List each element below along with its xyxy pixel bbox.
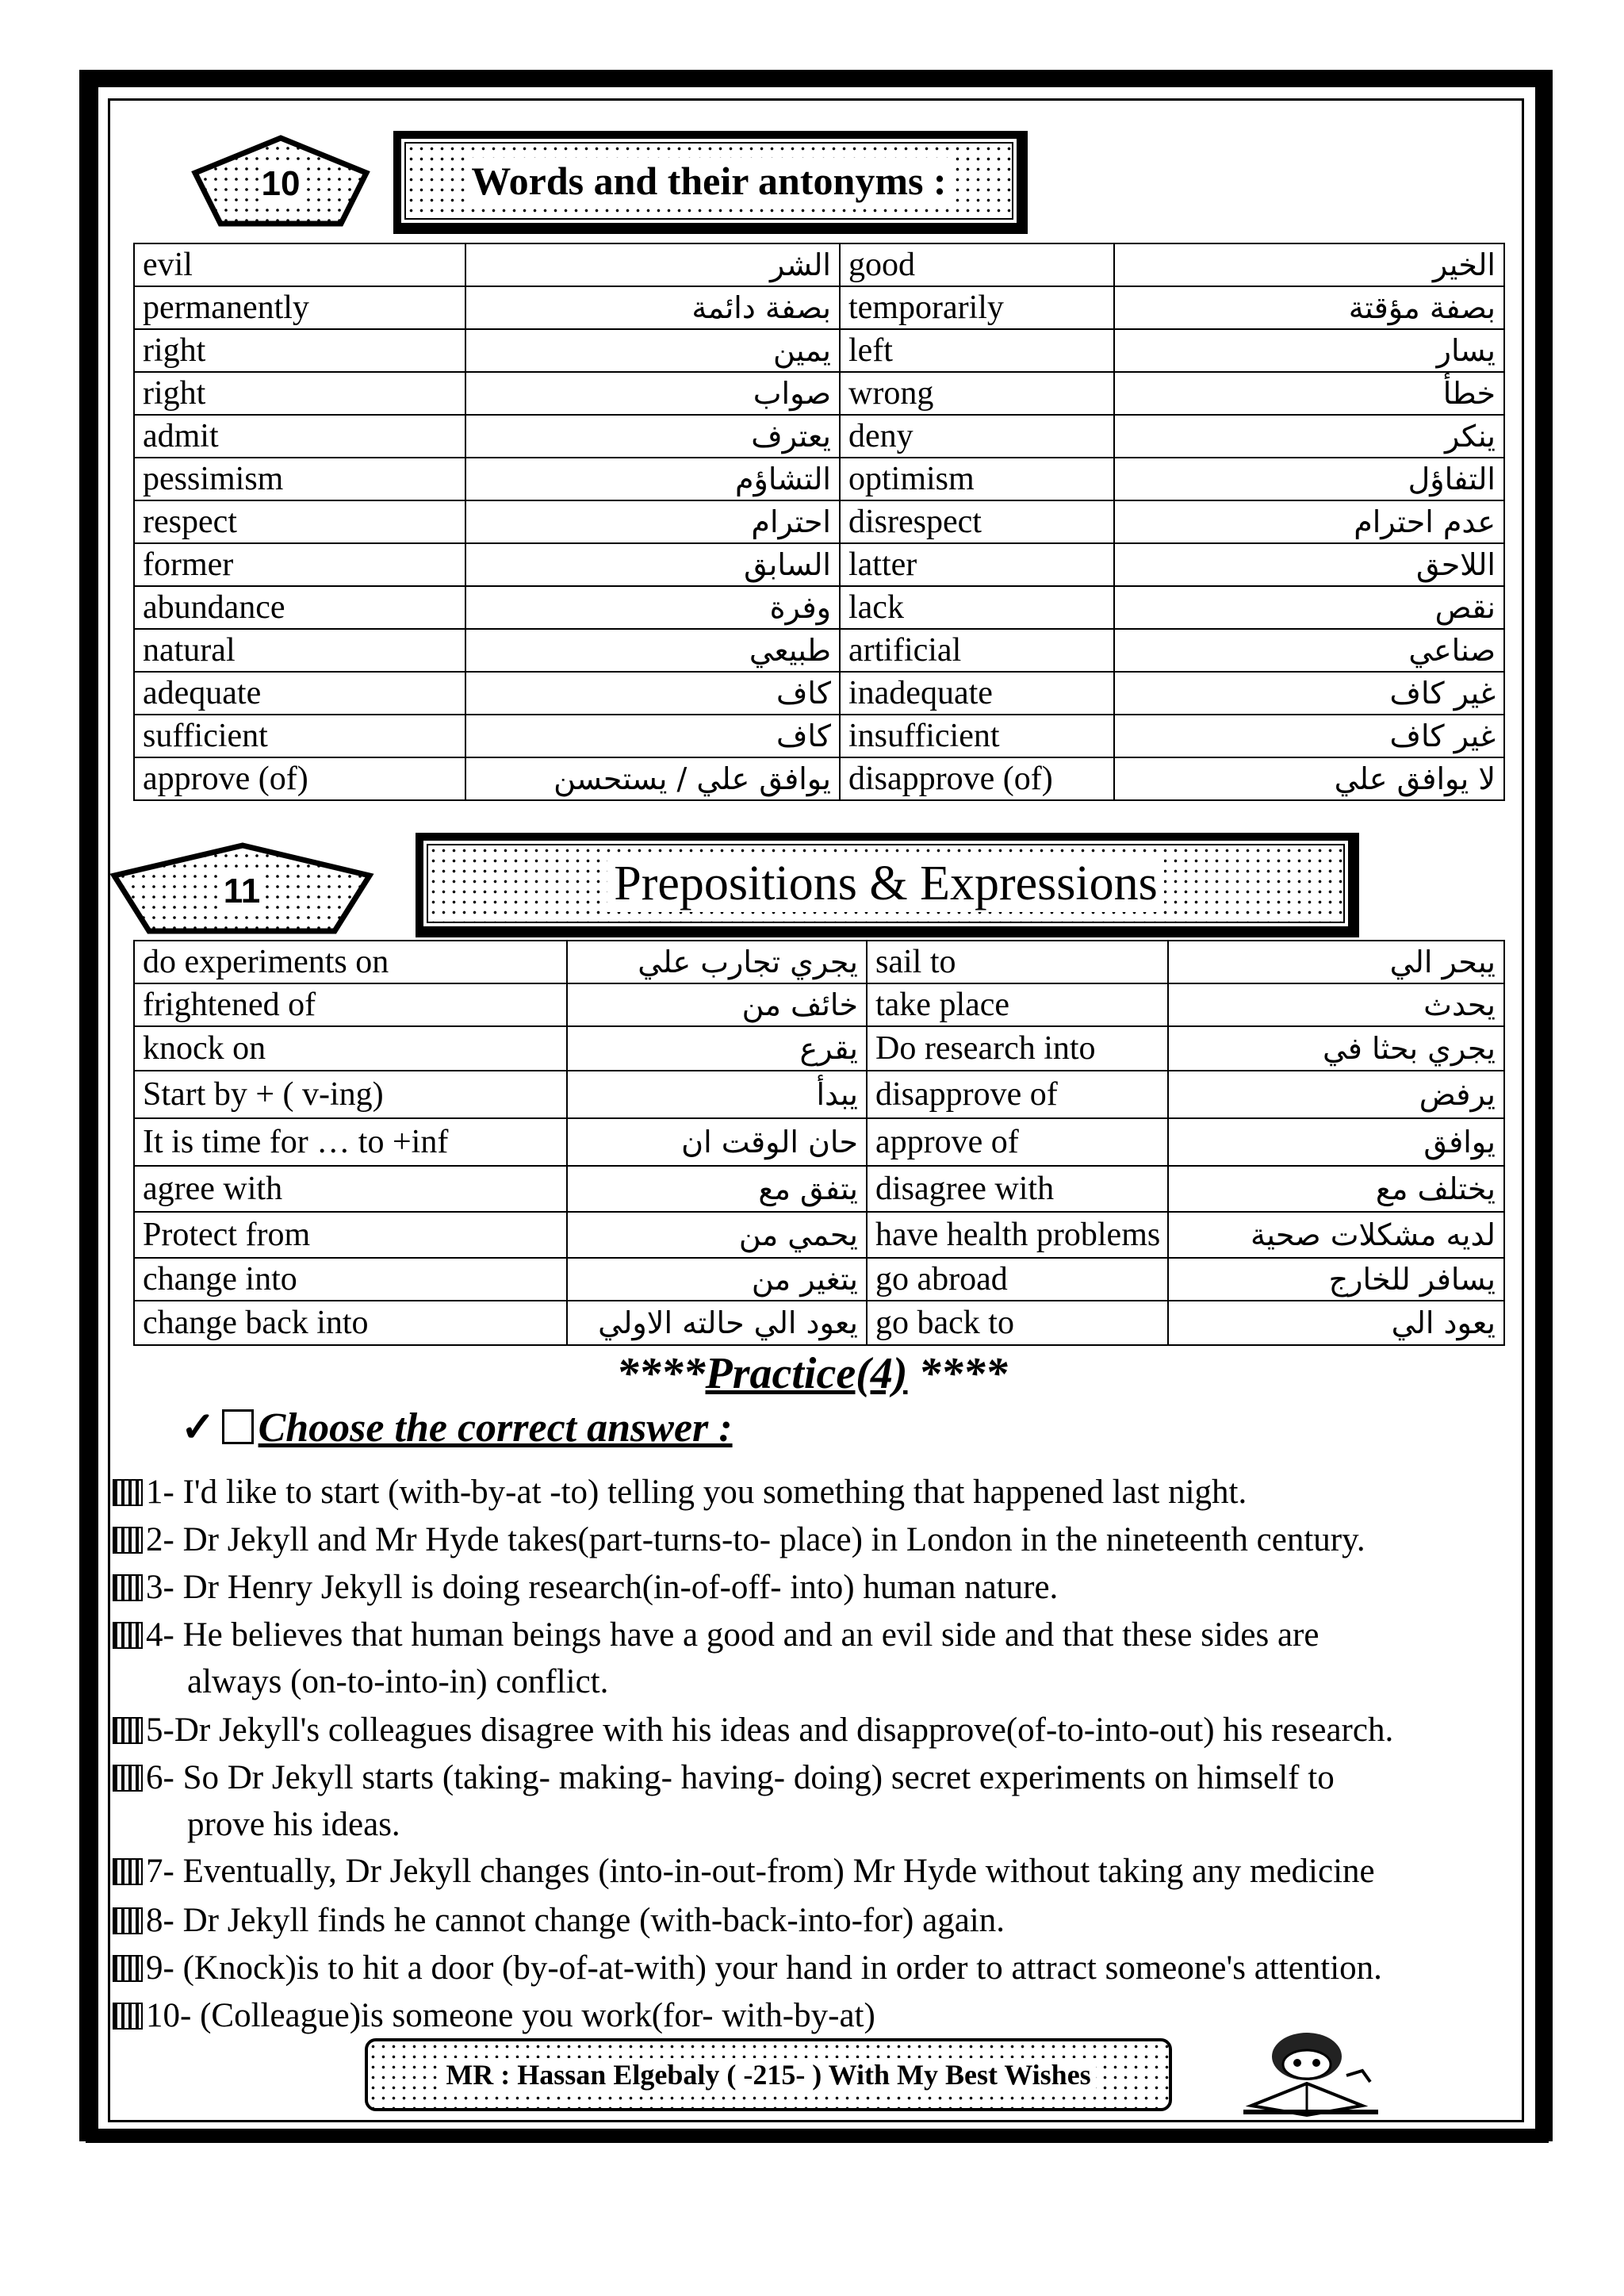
english-term: take place <box>867 983 1168 1026</box>
checkbox-icon <box>222 1409 254 1444</box>
table-row <box>134 1026 1504 1071</box>
arabic-meaning: احترام <box>465 500 840 543</box>
instruction-text: Choose the correct answer : <box>258 1405 733 1451</box>
arabic-meaning: يسافر للخارج <box>1168 1258 1504 1301</box>
table-row <box>134 543 1504 586</box>
arabic-meaning: لديه مشكلات صحية <box>1168 1212 1504 1258</box>
arabic-meaning: بصفة مؤقتة <box>1114 286 1504 329</box>
english-term: artificial <box>840 629 1114 672</box>
arabic-meaning: صواب <box>465 372 840 415</box>
table-row <box>134 629 1504 672</box>
english-term: optimism <box>840 458 1114 500</box>
question-text: 1- I'd like to start (with-by-at -to) telling you something that happened last night. <box>146 1474 1247 1511</box>
arabic-meaning: يقرع <box>567 1026 867 1071</box>
english-term: do experiments on <box>134 941 567 983</box>
english-term: insufficient <box>840 715 1114 757</box>
arabic-meaning: يمين <box>465 329 840 372</box>
question-item <box>113 1713 1393 1747</box>
arabic-meaning: حان الوقت ان <box>567 1118 867 1166</box>
page-frame-shadow <box>86 2132 1549 2143</box>
question-item <box>113 1903 1005 1938</box>
english-term: disrespect <box>840 500 1114 543</box>
table-row <box>134 715 1504 757</box>
english-term: adequate <box>134 672 465 715</box>
arabic-meaning: طبيعي <box>465 629 840 672</box>
english-term: wrong <box>840 372 1114 415</box>
english-term: change into <box>134 1258 567 1301</box>
arabic-meaning: يوافق علي / يستحسن <box>465 757 840 800</box>
section-title-box <box>393 131 1028 234</box>
question-item <box>113 1475 1247 1509</box>
table-row <box>134 1071 1504 1118</box>
arabic-meaning: يرفض <box>1168 1071 1504 1118</box>
arabic-meaning: يجري بحثا في <box>1168 1026 1504 1071</box>
table-row <box>134 586 1504 629</box>
question-item <box>113 1618 1319 1699</box>
table-row <box>134 672 1504 715</box>
arabic-meaning: خائف من <box>567 983 867 1026</box>
arabic-meaning: يعود الي حالته الاولي <box>567 1301 867 1345</box>
english-term: Start by + ( v-ing) <box>134 1071 567 1118</box>
question-text: 9- (Knock)is to hit a door (by-of-at-with) your hand in order to attract someone's attention. <box>146 1949 1382 1987</box>
question-text: 3- Dr Henry Jekyll is doing research(in-of-off- into) human nature. <box>146 1569 1059 1606</box>
table-row <box>134 243 1504 286</box>
english-term: lack <box>840 586 1114 629</box>
arabic-meaning: يوافق <box>1168 1118 1504 1166</box>
arabic-meaning: يعود الي <box>1168 1301 1504 1345</box>
english-term: left <box>840 329 1114 372</box>
practice-title-stars: **** <box>907 1349 1008 1398</box>
english-term: disagree with <box>867 1166 1168 1212</box>
practice-title-text: Practice(4) <box>705 1349 908 1398</box>
english-term: sail to <box>867 941 1168 983</box>
english-term: evil <box>134 243 465 286</box>
question-text: 5-Dr Jekyll's colleagues disagree with his ideas and disapprove(of-to-into-out) his research. <box>146 1711 1394 1749</box>
english-term: approve of <box>867 1118 1168 1166</box>
grid-bullet-icon <box>113 1479 143 1506</box>
english-term: admit <box>134 415 465 458</box>
arabic-meaning: يسار <box>1114 329 1504 372</box>
question-text-continued: prove his ideas. <box>187 1806 400 1843</box>
table-row <box>134 329 1504 372</box>
english-term: have health problems <box>867 1212 1168 1258</box>
english-term: go abroad <box>867 1258 1168 1301</box>
arabic-meaning: كاف <box>465 715 840 757</box>
arabic-meaning: ينكر <box>1114 415 1504 458</box>
instruction <box>181 1404 733 1451</box>
table-row <box>134 1258 1504 1301</box>
table-row <box>134 757 1504 800</box>
section-title-box <box>416 833 1359 937</box>
table-row <box>134 1301 1504 1345</box>
question-text: 8- Dr Jekyll finds he cannot change (with-back-into-for) again. <box>146 1902 1005 1939</box>
table-row <box>134 415 1504 458</box>
question-text: 4- He believes that human beings have a good and an evil side and that these sides are <box>146 1616 1320 1654</box>
section-number: 10 <box>259 164 304 204</box>
arabic-meaning: السابق <box>465 543 840 586</box>
grid-bullet-icon <box>113 1858 143 1885</box>
reading-mascot-icon <box>1228 2026 1394 2122</box>
grid-bullet-icon <box>113 1527 143 1554</box>
question-text: 7- Eventually, Dr Jekyll changes (into-in-out-from) Mr Hyde without taking any medicine <box>146 1853 1375 1890</box>
english-term: It is time for … to +inf <box>134 1118 567 1166</box>
english-term: knock on <box>134 1026 567 1071</box>
section-title: Prepositions & Expressions <box>607 856 1163 912</box>
english-term: frightened of <box>134 983 567 1026</box>
english-term: sufficient <box>134 715 465 757</box>
question-text: 2- Dr Jekyll and Mr Hyde takes(part-turns-to- place) in London in the nineteenth century. <box>146 1521 1365 1558</box>
section-number-badge <box>108 841 376 936</box>
arabic-meaning: التشاؤم <box>465 458 840 500</box>
arabic-meaning: غير كاف <box>1114 672 1504 715</box>
english-term: approve (of) <box>134 757 465 800</box>
english-term: go back to <box>867 1301 1168 1345</box>
arabic-meaning: صناعي <box>1114 629 1504 672</box>
arabic-meaning: يتفق مع <box>567 1166 867 1212</box>
english-term: respect <box>134 500 465 543</box>
arabic-meaning: اللاحق <box>1114 543 1504 586</box>
english-term: natural <box>134 629 465 672</box>
table-row <box>134 941 1504 983</box>
arabic-meaning: عدم احترام <box>1114 500 1504 543</box>
english-term: inadequate <box>840 672 1114 715</box>
section-number: 11 <box>220 872 264 911</box>
antonyms-table <box>133 243 1505 801</box>
english-term: abundance <box>134 586 465 629</box>
question-item <box>113 1951 1382 1985</box>
question-item <box>113 1761 1335 1842</box>
arabic-meaning: خطأ <box>1114 372 1504 415</box>
arabic-meaning: غير كاف <box>1114 715 1504 757</box>
section-number-badge <box>190 133 371 228</box>
english-term: Protect from <box>134 1212 567 1258</box>
english-term: agree with <box>134 1166 567 1212</box>
grid-bullet-icon <box>113 1955 143 1982</box>
grid-bullet-icon <box>113 1765 143 1792</box>
english-term: change back into <box>134 1301 567 1345</box>
table-row <box>134 458 1504 500</box>
arabic-meaning: لا يوافق علي <box>1114 757 1504 800</box>
footer-text: MR : Hassan Elgebaly ( -215- ) With My Best Wishes <box>441 2058 1095 2091</box>
english-term: Do research into <box>867 1026 1168 1071</box>
page-frame-shadow <box>1535 76 1548 2138</box>
arabic-meaning: بصفة دائمة <box>465 286 840 329</box>
question-item <box>113 1523 1365 1557</box>
question-text-continued: always (on-to-into-in) conflict. <box>187 1663 609 1700</box>
table-row <box>134 1118 1504 1166</box>
table-row <box>134 372 1504 415</box>
english-term: right <box>134 372 465 415</box>
question-text: 10- (Colleague)is someone you work(for- with-by-at) <box>146 1997 875 2034</box>
table-row <box>134 1166 1504 1212</box>
practice-title <box>0 1348 1624 1399</box>
section-title: Words and their antonyms : <box>465 158 952 204</box>
arabic-meaning: يحمي من <box>567 1212 867 1258</box>
question-item <box>113 1854 1375 1888</box>
english-term: deny <box>840 415 1114 458</box>
english-term: temporarily <box>840 286 1114 329</box>
arabic-meaning: الشر <box>465 243 840 286</box>
arabic-meaning: يجري تجارب علي <box>567 941 867 983</box>
grid-bullet-icon <box>113 1717 143 1744</box>
grid-bullet-icon <box>113 1907 143 1934</box>
grid-bullet-icon <box>113 1622 143 1649</box>
english-term: disapprove (of) <box>840 757 1114 800</box>
arabic-meaning: يتغير من <box>567 1258 867 1301</box>
english-term: pessimism <box>134 458 465 500</box>
english-term: former <box>134 543 465 586</box>
arabic-meaning: يعترف <box>465 415 840 458</box>
english-term: permanently <box>134 286 465 329</box>
footer-box <box>365 2038 1172 2111</box>
grid-bullet-icon <box>113 1574 143 1601</box>
english-term: latter <box>840 543 1114 586</box>
arabic-meaning: كاف <box>465 672 840 715</box>
arabic-meaning: التفاؤل <box>1114 458 1504 500</box>
question-item <box>113 1999 875 2033</box>
arabic-meaning: الخير <box>1114 243 1504 286</box>
arabic-meaning: يبدأ <box>567 1071 867 1118</box>
prepositions-table <box>133 940 1505 1346</box>
arabic-meaning: وفرة <box>465 586 840 629</box>
table-row <box>134 286 1504 329</box>
arabic-meaning: نقص <box>1114 586 1504 629</box>
check-icon: ✓ <box>181 1405 216 1451</box>
grid-bullet-icon <box>113 2003 143 2030</box>
practice-title-stars: **** <box>616 1349 706 1398</box>
question-item <box>113 1570 1058 1604</box>
table-row <box>134 1212 1504 1258</box>
english-term: good <box>840 243 1114 286</box>
arabic-meaning: يبحر الي <box>1168 941 1504 983</box>
table-row <box>134 983 1504 1026</box>
question-text: 6- So Dr Jekyll starts (taking- making- having- doing) secret experiments on himself to <box>146 1759 1335 1796</box>
arabic-meaning: يختلف مع <box>1168 1166 1504 1212</box>
english-term: disapprove of <box>867 1071 1168 1118</box>
english-term: right <box>134 329 465 372</box>
arabic-meaning: يحدث <box>1168 983 1504 1026</box>
table-row <box>134 500 1504 543</box>
